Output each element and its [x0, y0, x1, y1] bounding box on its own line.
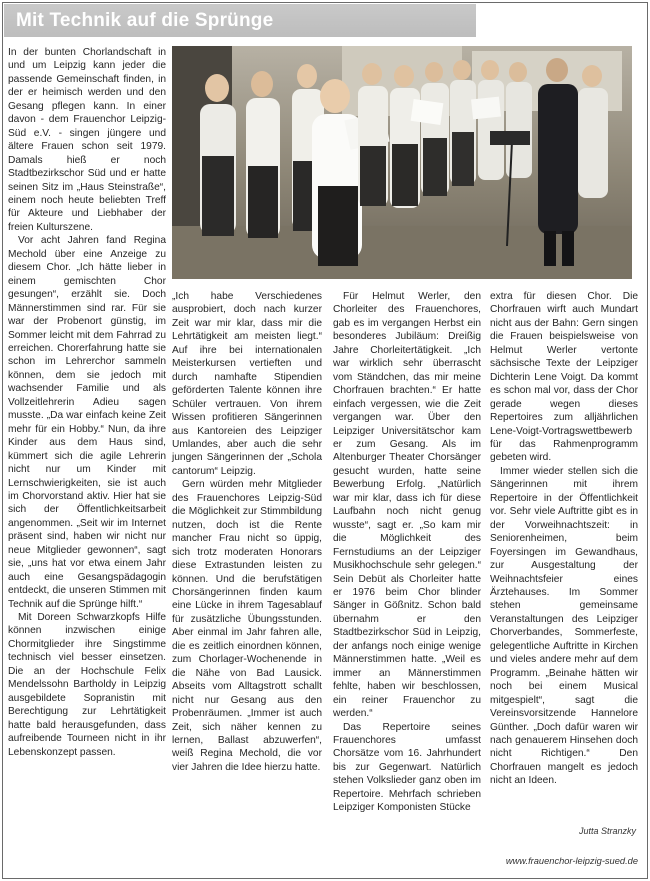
paragraph: Gern würden mehr Mitglieder des Frauenchores Leipzig-Süd die Möglichkeit zur Stimmbildung nutzen, doch ist die Rente mancher Frau nicht so üppig, sich trotz moderaten Honorars diese Extrastunden leisten zu können. Und die berufstätigen Chorsängerinnen finden kaum eine Lücke in ihrem Tagesablauf für zusätzliche Übungsstunden. Aber einmal im Jahr fahren alle, die es zeitlich einordnen können, zum Chorlager-Wochenende in die Nähe von Bad Lausick. Abseits vom Alltagstrott schallt nicht nur Gesang aus den Probenräumen. „Immer ist auch Zeit, sich näher kennen zu lernen, Ballast abzuwerfen“, weiß Regina Mechold, die vor vier Jahren die Idee hierzu hatte. [172, 479, 322, 773]
choir-photo-illustration [172, 46, 632, 279]
headline: Mit Technik auf die Sprünge [16, 10, 274, 31]
paragraph: In der bunten Chorlandschaft in und um Leipzig kann jeder die passende Gemeinschaft finden, in der er heimisch werden und den Gesang pflegen kann. In einer davon - dem Frauenchor Leipzig-Süd e.V. - singen jüngere und ältere Frauen schon seit 1979. Damals hieß er noch Stadtbezirkschor Süd und er hatte seinen Sitz im „Haus Steinstraße“, einem noch heute beliebten Treff für Akteure und Liebhaber der freien Kulturszene. [8, 47, 166, 233]
paragraph: Für Helmut Werler, den Chorleiter des Frauenchores, gab es im vergangen Herbst ein besonderes Jubiläum: Dreißig Jahre Chorleitertätigkeit. „Ich war wirklich sehr überrascht vom Ständchen, das mir meine Chorfrauen brachten.“ Er hatte einfach vergessen, wie die Zeit vergangen war. Über den Leipziger Universitätschor kam er zum Gesang. Als im Altenburger Theater Chorsänger gesucht wurden, hatte seine Bewerbung Erfolg. „Natürlich war mir klar, dass ich für diese Laufbahn noch nicht genug wusste“, sagt er. „So kam mir die Möglichkeit des Fernstudiums an der Leipziger Musikhochschule sehr gelegen.“ Sein Debüt als Chorleiter hatte er 1976 beim Chor blinder Sänger in Gößnitz. Schon bald übernahm er den Stadtbezirkschor Süd in Leipzig, der anfangs noch einige wenige Männerstimmen hatte. „Weil es immer an Männerstimmen fehlte, haben wir beschlossen, ein reiner Frauenchor zu werden.“ [333, 291, 481, 720]
headline-bar [4, 4, 476, 37]
column-2 [172, 290, 322, 774]
column-3 [333, 290, 481, 815]
paragraph: Vor acht Jahren fand Regina Mechold über eine Anzeige zu diesem Chor. „Ich hätte lieber in einem gemischten Chor gesungen“, erzählt sie. Doch Männerstimmen sind rar. Für sie war der Probenort günstig, im Sommer leicht mit dem Fahrrad zu erreichen. Chorerfahrung hatte sie schon im Lehrerchor sammeln können, dem sie jedoch mit wachsender Familie und als Vollzeitlehrerin Adieu sagen musste. „Da war einfach keine Zeit mehr für ein Hobby.“ Nun, da ihre Kinder aus dem Haus sind, kümmert sich die agile Lehrerin nicht nur um Kinder mit Lernschwierigkeiten, sie ist auch im Chorvorstand aktiv. Hier hat sie sich der Öffentlichkeitsarbeit angenommen. „Seit wir im Internet präsent sind, haben wir nicht nur neue Mitglieder gewonnen“, sagt sie, „uns hat vor etwa einem Jahr auch eine Gesangspädagogin entdeckt, die unseren Stimmen mit Technik auf die Sprünge hilft.“ [8, 235, 166, 610]
paragraph: Immer wieder stellen sich die Sängerinnen mit ihrem Repertoire in der Öffentlichkeit vor. Sehr viele Auftritte gibt es in der Vorweihnachtszeit: in Seniorenheimen, beim Foyersingen im Gewandhaus, zur Ausgestaltung der Weihnachtsfeier eines Ärztehauses. Im Sommer stehen gemeinsame Veranstaltungen des Leipziger Chorverbandes, Sommerfeste, gelegentliche Auftritte in Kirchen und vieles andere mehr auf dem Programm. „Beinahe hätten wir noch bei einem Musical mitgespielt“, sagt die Vereinsvorsitzende Hannelore Günther. „Doch dafür waren wir nach genauerem Hinsehen doch nicht Richtigen.“ Den Chorfrauen mangelt es jedoch nicht an Ideen. [490, 465, 638, 787]
website-link[interactable]: www.frauenchor-leipzig-sued.de [505, 856, 638, 866]
paragraph: „Ich habe Verschiedenes ausprobiert, doch nach kurzer Zeit war mir klar, dass mir die Lehrtätigkeit am meisten liegt.“ Auf ihre bei internationalen Meisterkursen vertieften und durch namhafte Stipendien geförderten Talente können ihre Schüler vertrauen. Von ihrem Wissen profitieren Sängerinnen aus Kantoreien des Leipziger Umlandes, aber auch die sehr jungen Sängerinnen der „Schola cantorum“ Leipzig. [172, 291, 322, 477]
column-4 [490, 290, 638, 788]
paragraph: Mit Doreen Schwarzkopfs Hilfe können inzwischen einige Chormitglieder ihre Singstimme technisch viel besser einsetzen. Die an der Hochschule Felix Mendelssohn Bartholdy in Leipzig ausgebildete Sopranistin mit Berechtigung zur Lehrtätigkeit hatte bald herausgefunden, dass aufreibende Tourneen nicht in ihr Lebenskonzept passen. [8, 612, 166, 758]
author-name: Jutta Stranzky [578, 826, 636, 836]
choir-photo [172, 46, 632, 279]
paragraph: extra für diesen Chor. Die Chorfrauen wirft auch Mundart nicht aus der Bahn: Gern singen die Frauen beispielsweise von Helmut Werler vertonte sächsische Texte der Leipziger Dichterin Lene Voigt. Da kommt es schon mal vor, dass der Chor gerade wegen dieses Repertoires zum alljährlichen Lene-Voigt-Vortragswettbewerb für das Rahmenprogramm gebeten wird. [490, 291, 638, 464]
paragraph: Das Repertoire seines Frauenchores umfasst Chorsätze vom 16. Jahrhundert bis zur Gegenwart. Natürlich stehen Volkslieder ganz oben im Repertoire. Mehrfach schrieben Leipziger Komponisten Stücke [333, 721, 481, 814]
column-1 [8, 46, 166, 759]
